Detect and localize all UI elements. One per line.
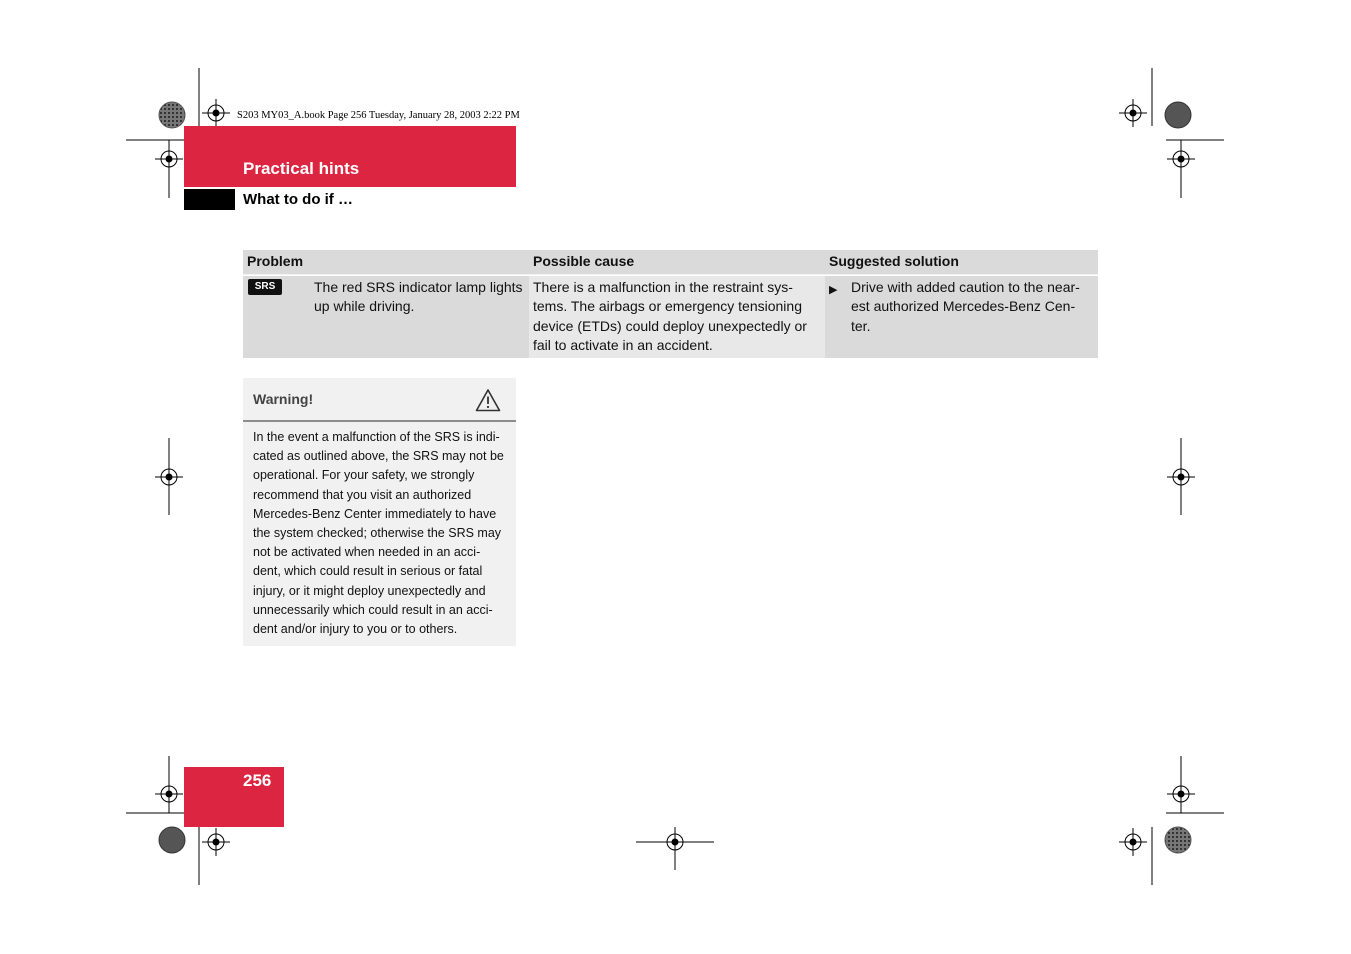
cause-line: device (ETDs) could deploy unexpectedly or [533,317,807,334]
warning-box [243,378,516,646]
warning-line: Mercedes-Benz Center immediately to have [253,506,497,521]
section-title: Practical hints [243,159,360,178]
cause-cell [529,276,825,358]
cause-line: fail to activate in an accident. [533,336,713,353]
warning-line: not be activated when needed in an acci- [253,545,481,560]
srs-indicator-icon: SRS [248,279,282,295]
problem-cell [311,276,529,358]
cause-line: There is a malfunction in the restraint sys- [533,279,793,295]
header-problem: Problem [243,250,529,275]
warning-line: dent and/or injury to you or to others. [253,622,458,637]
warning-header [243,378,516,422]
warning-title: Warning! [253,391,314,407]
cause-line: tems. The airbags or emergency tensioning [533,298,802,315]
solution-line: ter. [851,317,871,334]
solution-cell [825,276,1098,358]
warning-line: operational. For your safety, we strongly [253,468,475,483]
subsection-title: What to do if … [243,191,353,208]
warning-triangle-icon [475,388,501,412]
warning-line: cated as outlined above, the SRS may not be [253,449,504,464]
print-header: S203 MY03_A.book Page 256 Tuesday, January 28, 2003 2:22 PM [237,110,520,121]
solution-line: Drive with added caution to the near- [851,279,1080,295]
warning-line: dent, which could result in serious or fatal [253,564,483,579]
header-possible-cause: Possible cause [529,250,825,275]
page-number: 256 [243,771,272,790]
subsection-marker [184,189,235,210]
bullet-arrow-icon: ▶ [829,284,838,296]
problem-line: up while driving. [314,298,415,315]
warning-line: recommend that you visit an authorized [253,487,472,502]
problem-line: The red SRS indicator lamp lights [314,279,523,295]
header-suggested-solution: Suggested solution [825,250,1098,275]
srs-icon-cell [243,276,311,358]
warning-line: injury, or it might deploy unexpectedly and [253,583,486,598]
warning-line: In the event a malfunction of the SRS is indi- [253,430,500,444]
warning-line: unnecessarily which could result in an acci- [253,602,493,617]
warning-line: the system checked; otherwise the SRS may [253,526,502,541]
warning-text [253,428,511,639]
troubleshooting-table [243,250,1098,358]
solution-line: est authorized Mercedes-Benz Cen- [851,298,1076,315]
